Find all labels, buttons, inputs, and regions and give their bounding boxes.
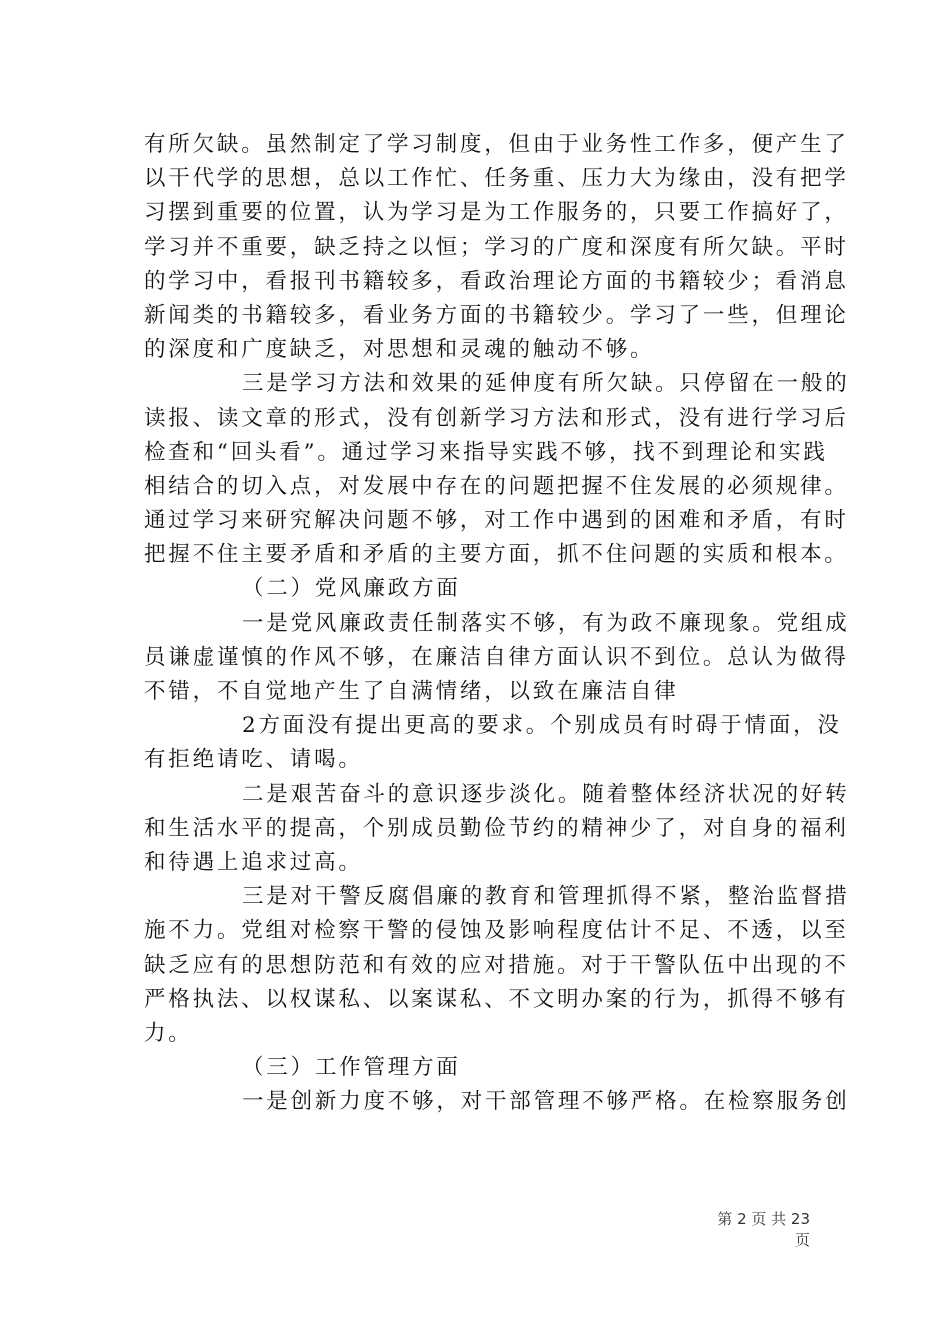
text-line: 把握不住主要矛盾和矛盾的主要方面，抓不住问题的实质和根本。 bbox=[144, 542, 849, 568]
paragraph-start-line: 二是艰苦奋斗的意识逐步淡化。随着整体经济状况的好转 bbox=[242, 781, 850, 807]
text-line: 的学习中，看报刊书籍较多，看政治理论方面的书籍较少；看消息 bbox=[144, 268, 849, 294]
text-line: 和待遇上追求过高。 bbox=[144, 849, 363, 875]
text-line: 读报、读文章的形式，没有创新学习方法和形式，没有进行学习后 bbox=[144, 405, 849, 431]
text-line: 和生活水平的提高，个别成员勤俭节约的精神少了，对自身的福利 bbox=[144, 815, 849, 841]
page-number-footer: 第 2 页 共 23 页 bbox=[717, 1210, 810, 1249]
text-line: 严格执法、以权谋私、以案谋私、不文明办案的行为，抓得不够有 bbox=[144, 986, 849, 1012]
text-line: 新闻类的书籍较多，看业务方面的书籍较少。学习了一些，但理论 bbox=[144, 302, 849, 328]
section-heading-work-management: （三）工作管理方面 bbox=[242, 1055, 461, 1081]
document-body bbox=[144, 128, 850, 1119]
text-line: 不错，不自觉地产生了自满情绪，以致在廉洁自律 bbox=[144, 679, 679, 704]
text-line: 以干代学的思想，总以工作忙、任务重、压力大为缘由，没有把学 bbox=[144, 166, 849, 192]
text-line: 缺乏应有的思想防范和有效的应对措施。对于干警队伍中出现的不 bbox=[144, 952, 849, 978]
text-line: 施不力。党组对检察干警的侵蚀及影响程度估计不足、不透，以至 bbox=[144, 918, 849, 944]
section-heading-party-conduct: （二）党风廉政方面 bbox=[242, 576, 461, 602]
text-line: 力。 bbox=[144, 1020, 193, 1046]
text-line: 有所欠缺。虽然制定了学习制度，但由于业务性工作多，便产生了 bbox=[144, 132, 849, 157]
text-line: 检查和“回头看”。通过学习来指导实践不够，找不到理论和实践 bbox=[144, 439, 828, 465]
text-line: 员谦虚谨慎的作风不够，在廉洁自律方面认识不到位。总认为做得 bbox=[144, 644, 849, 670]
text-line: 有拒绝请吃、请喝。 bbox=[144, 747, 363, 773]
paragraph-start-line: 一是创新力度不够，对干部管理不够严格。在检察服务创 bbox=[242, 1089, 850, 1115]
paragraph-start-line: 2方面没有提出更高的要求。个别成员有时碍于情面，没 bbox=[242, 713, 842, 739]
paragraph-start-line: 一是党风廉政责任制落实不够，有为政不廉现象。党组成 bbox=[242, 610, 850, 636]
text-line: 通过学习来研究解决问题不够，对工作中遇到的困难和矛盾，有时 bbox=[144, 508, 849, 534]
paragraph-start-line: 三是学习方法和效果的延伸度有所欠缺。只停留在一般的 bbox=[242, 371, 850, 397]
text-line: 相结合的切入点，对发展中存在的问题把握不住发展的必须规律。 bbox=[144, 473, 849, 499]
text-line: 学习并不重要，缺乏持之以恒；学习的广度和深度有所欠缺。平时 bbox=[144, 234, 849, 260]
text-line: 的深度和广度缺乏，对思想和灵魂的触动不够。 bbox=[144, 337, 655, 363]
text-line: 习摆到重要的位置，认为学习是为工作服务的，只要工作搞好了， bbox=[144, 200, 849, 226]
paragraph-start-line: 三是对干警反腐倡廉的教育和管理抓得不紧，整治监督措 bbox=[242, 884, 850, 910]
